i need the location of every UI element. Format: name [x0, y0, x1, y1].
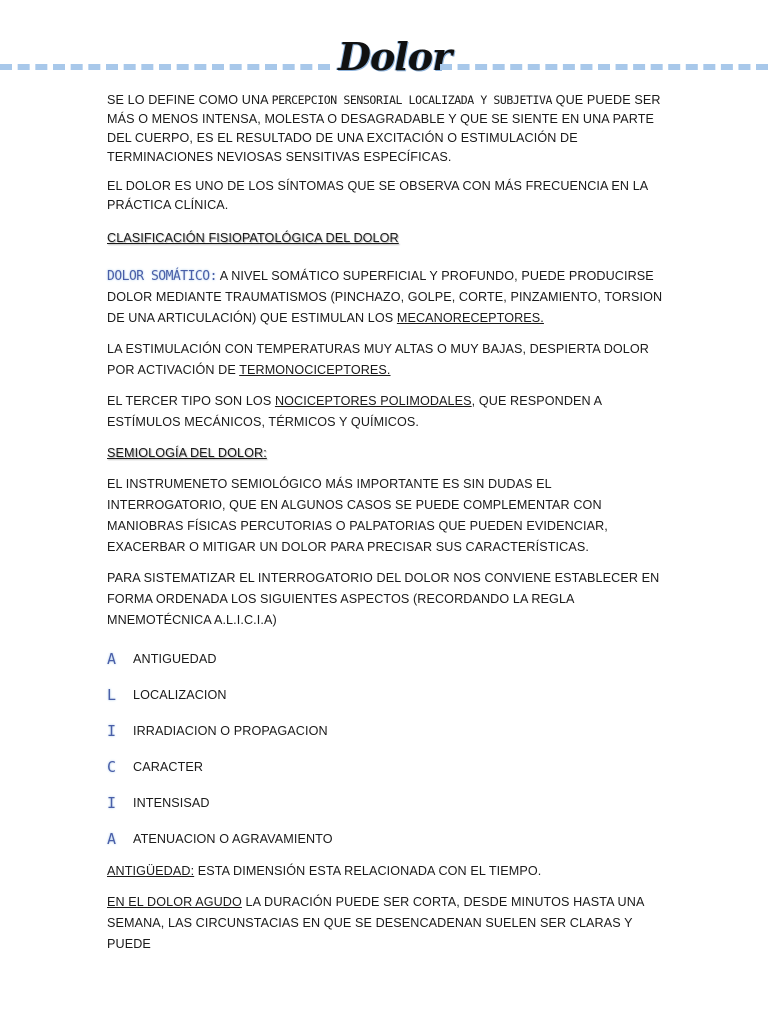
termonociceptores-term: TERMONOCICEPTORES.	[239, 363, 391, 377]
classification-heading: CLASIFICACIÓN FISIOPATOLÓGICA DEL DOLOR	[107, 231, 399, 245]
mecanoreceptores-term: MECANORECEPTORES.	[396, 311, 544, 325]
list-item	[107, 785, 667, 821]
mnemonic-letter: I	[107, 793, 117, 812]
mnemonic-letter: I	[107, 721, 117, 740]
definition-handwritten: PERCEPCION SENSORIAL LOCALIZADA Y SUBJETIVA	[271, 93, 553, 107]
somatic-text: A NIVEL SOMÁTICO SUPERFICIAL Y PROFUNDO, PUEDE PRODUCIRSE DOLOR MEDIANTE TRAUMATISMOS (PINCHAZO, GOLPE, CORTE, PINZAMIENTO, TORSION DE UNA ARTICULACIÓN) QUE ESTIMULAN LOS	[107, 269, 663, 325]
acute-pain-paragraph	[107, 892, 667, 955]
acute-pain-text: LA DURACIÓN PUEDE SER CORTA, DESDE MINUTOS HASTA UNA SEMANA, LAS CIRCUNSTACIAS EN QUE SE DESENCADENAN SUELEN SER CLARAS Y PUEDE	[107, 895, 644, 951]
list-item	[107, 641, 667, 677]
somatic-label: DOLOR SOMÁTICO:	[107, 269, 217, 284]
definition-paragraph	[107, 91, 667, 167]
page-title: Dolor	[338, 34, 452, 79]
list-item	[107, 749, 667, 785]
mnemonic-letter: C	[107, 757, 117, 776]
systematize-paragraph: PARA SISTEMATIZAR EL INTERROGATORIO DEL DOLOR NOS CONVIENE ESTABLECER EN FORMA ORDENADA LOS SIGUIENTES ASPECTOS (RECORDANDO LA REGLA MNEMOTÉCNICA A.L.I.C.I.A)	[107, 571, 660, 627]
antiguedad-label: ANTIGÜEDAD:	[107, 864, 195, 878]
definition-text-start: SE LO DEFINE COMO UNA	[107, 93, 272, 107]
temperature-paragraph	[107, 339, 667, 381]
mnemonic-letter: A	[107, 829, 117, 848]
antiguedad-paragraph	[107, 861, 667, 882]
dashed-divider-right	[440, 64, 768, 70]
acute-pain-label: EN EL DOLOR AGUDO	[107, 895, 242, 909]
third-type-text-end: , QUE RESPONDEN A ESTÍMULOS MECÁNICOS, TÉRMICOS Y QUÍMICOS.	[107, 394, 602, 429]
document-body	[107, 91, 667, 965]
nociceptores-term: NOCICEPTORES POLIMODALES	[274, 394, 472, 408]
definition-text-end: QUE PUEDE SER MÁS O MENOS INTENSA, MOLESTA O DESAGRADABLE Y QUE SE SIENTE EN UNA PARTE DEL CUERPO, ES EL RESULTADO DE UNA EXCITACIÓN O ESTIMULACIÓN DE TERMINACIONES NEVIOSAS SENSITIVAS ESPECÍFICAS.	[107, 93, 661, 164]
title-banner	[0, 28, 768, 88]
mnemonic-word: LOCALIZACION	[133, 687, 227, 702]
semiology-heading: SEMIOLOGÍA DEL DOLOR:	[107, 446, 267, 460]
semiology-paragraph: EL INSTRUMENETO SEMIOLÓGICO MÁS IMPORTANTE ES SIN DUDAS EL INTERROGATORIO, QUE EN ALGUNOS CASOS SE PUEDE COMPLEMENTAR CON MANIOBRAS FÍSICAS PERCUTORIAS O PALPATORIAS QUE PUEDEN EVIDENCIAR, EXACERBAR O MITIGAR UN DOLOR PARA PRECISAR SUS CARACTERÍSTICAS.	[107, 477, 608, 554]
alicia-list	[107, 641, 667, 857]
mnemonic-word: ATENUACION O AGRAVAMIENTO	[133, 831, 333, 846]
list-item	[107, 821, 667, 857]
list-item	[107, 677, 667, 713]
antiguedad-text: ESTA DIMENSIÓN ESTA RELACIONADA CON EL TIEMPO.	[194, 864, 542, 878]
mnemonic-word: IRRADIACION O PROPAGACION	[133, 723, 328, 738]
mnemonic-letter: A	[107, 649, 117, 668]
frequency-paragraph: EL DOLOR ES UNO DE LOS SÍNTOMAS QUE SE OBSERVA CON MÁS FRECUENCIA EN LA PRÁCTICA CLÍNICA.	[107, 179, 648, 212]
mnemonic-word: CARACTER	[133, 759, 204, 774]
temperature-text: LA ESTIMULACIÓN CON TEMPERATURAS MUY ALTAS O MUY BAJAS, DESPIERTA DOLOR POR ACTIVACIÓN DE	[107, 342, 649, 377]
dashed-divider-left	[0, 64, 330, 70]
somatic-paragraph	[107, 266, 667, 329]
third-type-text-start: EL TERCER TIPO SON LOS	[107, 394, 275, 408]
third-type-paragraph	[107, 391, 667, 433]
list-item	[107, 713, 667, 749]
mnemonic-letter: L	[107, 685, 117, 704]
mnemonic-word: ANTIGUEDAD	[133, 651, 217, 666]
mnemonic-word: INTENSISAD	[133, 795, 210, 810]
